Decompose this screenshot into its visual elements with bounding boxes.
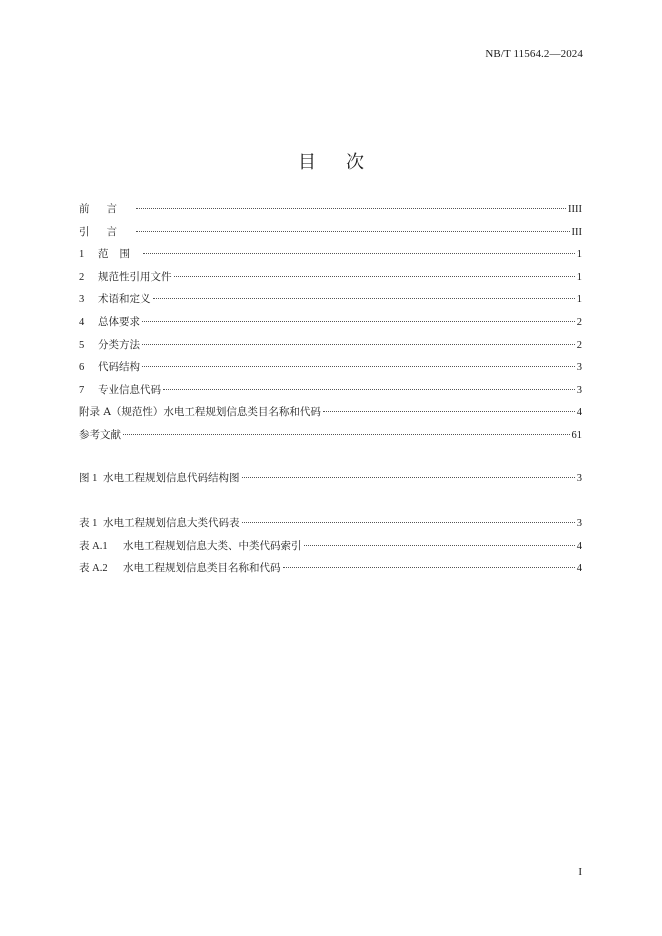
toc-entry-label: 水电工程规划信息类目名称和代码 (123, 562, 281, 575)
toc-entry-label-group (79, 467, 240, 491)
toc-entry-label: 专业信息代码 (98, 383, 161, 396)
toc-entry-page: IIII (568, 204, 582, 215)
list-of-figures (79, 467, 582, 490)
toc-dot-leader (143, 253, 575, 254)
toc-entry-terms-definitions[interactable] (79, 288, 582, 311)
toc-dot-leader (163, 389, 575, 390)
toc-entry-page: 4 (576, 407, 582, 419)
toc-entry-number: 1 (79, 249, 85, 261)
toc-entry-label: 代码结构 (98, 361, 140, 374)
toc-dot-leader (323, 411, 575, 412)
toc-entry-label: 水电工程规划信息大类代码表 (103, 517, 240, 529)
toc-entry-number: 表 1 (79, 518, 98, 529)
toc-entry-page: 4 (576, 540, 582, 552)
list-of-tables (79, 512, 582, 580)
toc-entry-label: 引言 (79, 225, 134, 238)
toc-entry-appendix-a[interactable] (79, 401, 582, 424)
toc-entry-label: 范围 (98, 248, 141, 261)
toc-entry-bibliography[interactable] (79, 424, 582, 447)
toc-entry-label-group (79, 557, 281, 581)
toc-entry-label: 规范性引用文件 (98, 270, 172, 283)
toc-entry-label: 参考文献 (79, 428, 121, 441)
toc-entry-label-group (79, 288, 151, 312)
toc-entry-page: 3 (576, 473, 582, 484)
toc-dot-leader (153, 298, 575, 299)
toc-entry-number: 表 A.2 (79, 563, 108, 575)
toc-dot-leader (242, 522, 575, 523)
toc-entry-number: 4 (79, 316, 85, 328)
toc-entry-table-a2[interactable] (79, 557, 582, 580)
toc-entry-number: 表 A.1 (79, 540, 108, 552)
toc-entry-page: 2 (576, 316, 582, 328)
document-number: NB/T 11564.2—2024 (485, 48, 583, 60)
toc-entry-label-group (79, 356, 140, 380)
toc-entry-label: 水电工程规划信息大类、中类代码索引 (123, 539, 302, 552)
page-title-part-1: 目 (298, 152, 316, 173)
toc-entry-label-group (79, 535, 302, 559)
toc-entry-label-group (79, 379, 161, 403)
toc-entry-label-group (79, 266, 172, 290)
toc-dot-leader (136, 231, 570, 232)
toc-entry-number: 5 (79, 339, 85, 351)
toc-entry-page: 3 (576, 518, 582, 529)
page-title (0, 148, 662, 174)
toc-entry-page: III (571, 226, 582, 238)
toc-entry-number: 2 (79, 271, 85, 283)
toc-entry-label: 前言 (79, 203, 134, 215)
toc-entry-foreword[interactable] (79, 198, 582, 221)
toc-dot-leader (304, 545, 575, 546)
toc-entry-label: 水电工程规划信息代码结构图 (103, 472, 240, 484)
toc-dot-leader (142, 344, 575, 345)
toc-entry-general-requirements[interactable] (79, 311, 582, 334)
toc-entry-label-group (79, 243, 141, 267)
toc-dot-leader (174, 276, 575, 277)
table-of-contents (79, 198, 582, 447)
toc-dot-leader (136, 208, 566, 209)
toc-dot-leader (123, 434, 570, 435)
toc-entry-label: 术语和定义 (98, 293, 151, 306)
toc-dot-leader (242, 477, 575, 478)
toc-entry-label-group (79, 512, 240, 536)
toc-dot-leader (142, 321, 575, 322)
toc-entry-page: 4 (576, 563, 582, 575)
toc-entry-page: 1 (576, 271, 582, 283)
toc-entry-scope[interactable] (79, 243, 582, 266)
toc-entry-number: 6 (79, 362, 85, 374)
toc-entry-label-group (79, 311, 140, 335)
toc-entry-label-group (79, 334, 140, 358)
toc-entry-page: 61 (571, 429, 582, 441)
toc-entry-number: 7 (79, 384, 85, 396)
toc-entry-label: 总体要求 (98, 315, 140, 328)
toc-entry-page: 2 (576, 339, 582, 351)
toc-entry-figure-1[interactable] (79, 467, 582, 490)
page-number: I (578, 866, 582, 878)
toc-dot-leader (142, 366, 575, 367)
toc-entry-table-a1[interactable] (79, 535, 582, 558)
toc-entry-page: 3 (576, 384, 582, 396)
toc-entry-code-structure[interactable] (79, 356, 582, 379)
toc-entry-table-1[interactable] (79, 512, 582, 535)
toc-entry-introduction[interactable] (79, 221, 582, 244)
toc-entry-page: 1 (576, 294, 582, 306)
toc-entry-page: 1 (576, 249, 582, 261)
toc-entry-label: 附录 A（规范性）水电工程规划信息类目名称和代码 (79, 406, 321, 419)
toc-entry-number: 3 (79, 294, 85, 306)
toc-entry-normative-references[interactable] (79, 266, 582, 289)
page-title-part-2: 次 (346, 152, 364, 173)
toc-entry-classification-method[interactable] (79, 334, 582, 357)
toc-entry-professional-info-code[interactable] (79, 379, 582, 402)
toc-entry-number: 图 1 (79, 473, 98, 484)
toc-entry-label: 分类方法 (98, 338, 140, 351)
toc-dot-leader (283, 567, 575, 568)
toc-entry-page: 3 (576, 362, 582, 374)
